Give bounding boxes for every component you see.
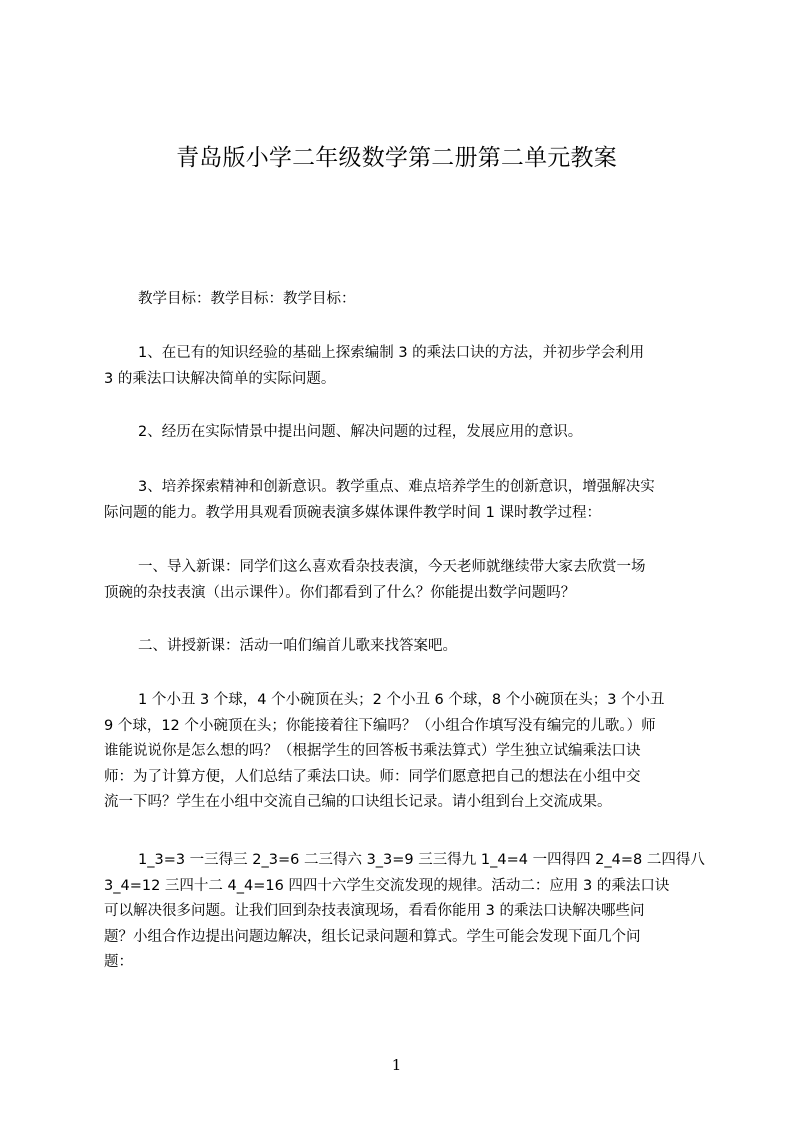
- text-line: 3 的乘法口诀解决简单的实际问题。: [104, 370, 336, 387]
- text-line: 3_4=12 三四十二 4_4=16 四四十六学生交流发现的规律。活动二：应用 3 的乘法口诀: [104, 877, 670, 894]
- text-line: 1、在已有的知识经验的基础上探索编制 3 的乘法口诀的方法，并初步学会利用: [138, 345, 645, 361]
- page-number: 1: [391, 1056, 402, 1074]
- text-line: 一、导入新课：同学们这么喜欢看杂技表演，今天老师就继续带大家去欣赏一场: [138, 559, 646, 575]
- text-line: 流一下吗？学生在小组中交流自己编的口诀组长记录。请小组到台上交流成果。: [104, 794, 612, 810]
- text-line: 可以解决很多问题。让我们回到杂技表演现场，看看你能用 3 的乘法口诀解决哪些问: [104, 903, 645, 919]
- text-line: 2、经历在实际情景中提出问题、解决问题的过程，发展应用的意识。: [138, 424, 583, 440]
- text-line: 二、讲授新课：活动一咱们编首儿歌来找答案吧。: [138, 638, 457, 654]
- paragraph-teaching-goals-heading: [138, 287, 356, 313]
- paragraph-rhyme-activity: [104, 688, 665, 816]
- text-line: 题？小组合作边提出问题边解决，组长记录问题和算式。学生可能会发现下面几个问: [104, 928, 641, 945]
- document-title: 青岛版小学二年级数学第二册第二单元教案: [176, 145, 617, 171]
- paragraph-goal-1: [104, 341, 644, 392]
- paragraph-new-lesson: [138, 634, 457, 660]
- text-line: 际问题的能力。教学用具观看顶碗表演多媒体课件教学时间 1 课时教学过程：: [104, 504, 601, 521]
- text-line: 1 个小丑 3 个球，4 个小碗顶在头；2 个小丑 6 个球，8 个小碗顶在头；3 个小丑: [138, 692, 665, 708]
- paragraph-multiplication-table: [104, 848, 705, 976]
- text-line: 1_3=3 一三得三 2_3=6 二三得六 3_3=9 三三得九 1_4=4 一四得四 2_4=8 二四得八: [138, 852, 705, 868]
- text-line: 9 个球，12 个小碗顶在头；你能接着往下编吗？（小组合作填写没有编完的儿歌。）师: [104, 717, 656, 734]
- paragraph-goal-2: [138, 420, 582, 446]
- text-line: 顶碗的杂技表演（出示课件）。你们都看到了什么？你能提出数学问题吗？: [104, 584, 576, 601]
- text-line: 3、培养探索精神和创新意识。教学重点、难点培养学生的创新意识，增强解决实: [138, 479, 655, 495]
- text-line: 题：: [104, 954, 133, 970]
- paragraph-introduction: [104, 555, 646, 606]
- text-line: 教学目标：教学目标：教学目标：: [138, 291, 356, 307]
- paragraph-goal-3: [104, 475, 655, 526]
- text-line: 师：为了计算方便，人们总结了乘法口诀。师：同学们愿意把自己的想法在小组中交: [104, 768, 641, 785]
- text-line: 谁能说说你是怎么想的吗？（根据学生的回答板书乘法算式）学生独立试编乘法口诀: [104, 743, 641, 759]
